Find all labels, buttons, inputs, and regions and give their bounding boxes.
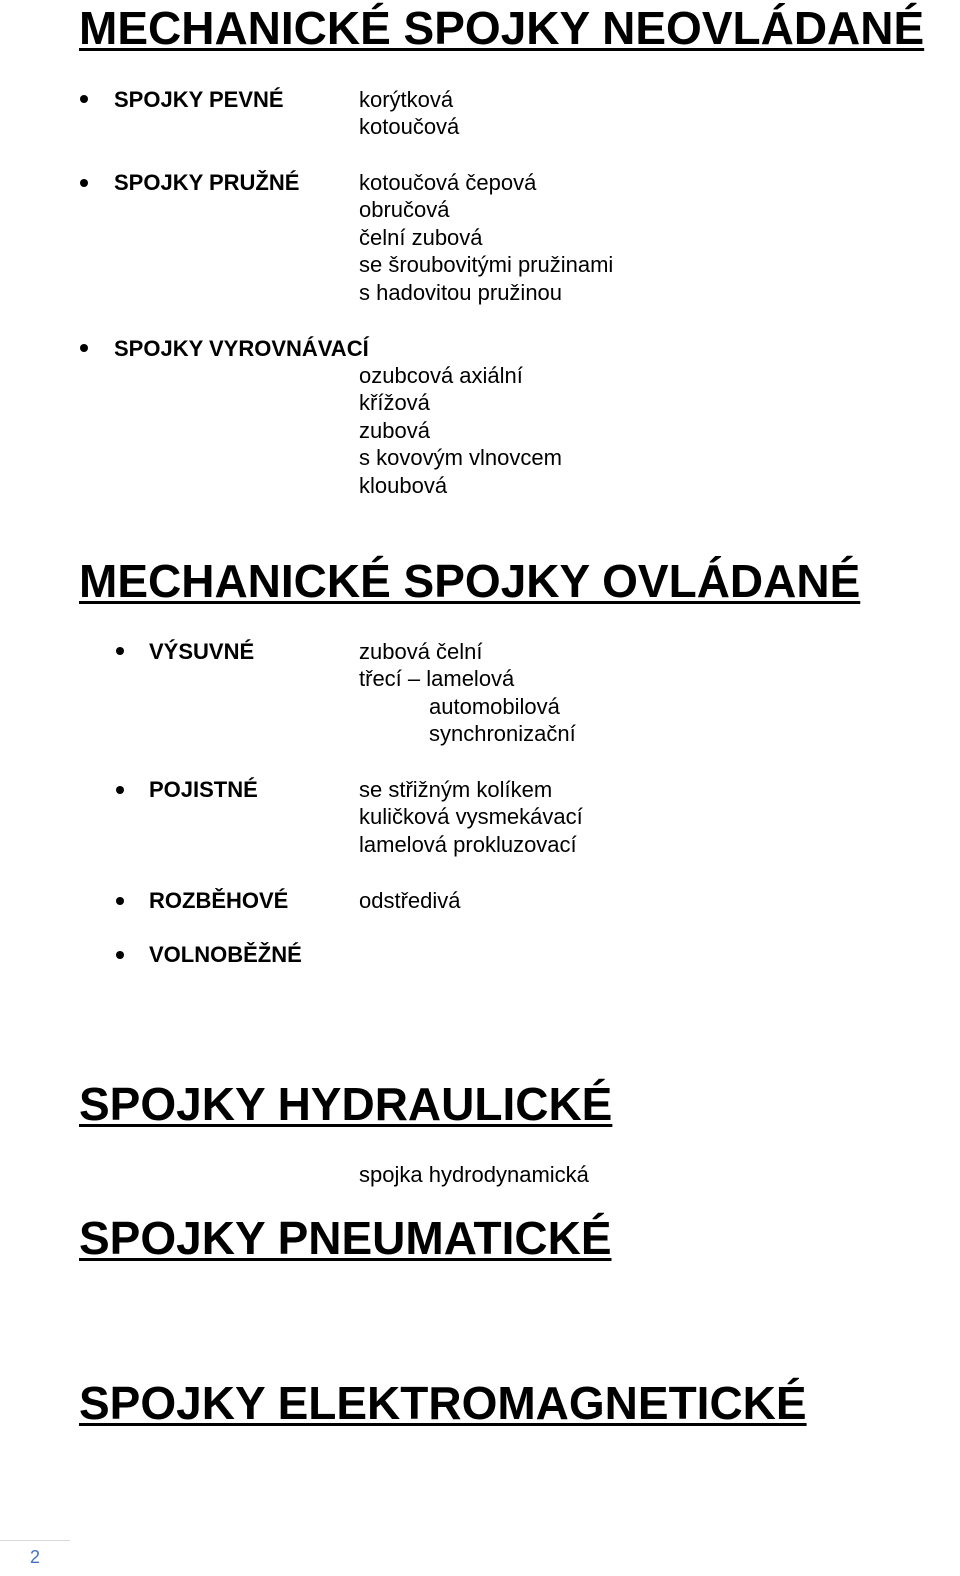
- section-title-pneumaticke: SPOJKY PNEUMATICKÉ: [79, 1212, 612, 1264]
- list-item: křížová: [359, 390, 430, 416]
- bullet: [80, 179, 88, 187]
- footer-divider: [0, 1540, 70, 1541]
- item-list: [359, 887, 461, 914]
- bullet: [116, 951, 124, 959]
- section-title-ovladane: MECHANICKÉ SPOJKY OVLÁDANÉ: [79, 555, 861, 607]
- category-label: ROZBĚHOVÉ: [149, 888, 289, 913]
- list-item: zubová čelní: [359, 639, 483, 664]
- bullet: [116, 786, 124, 794]
- category-label: POJISTNÉ: [149, 777, 258, 802]
- bullet: [80, 344, 88, 352]
- section-title-hydraulicke: SPOJKY HYDRAULICKÉ: [79, 1078, 613, 1130]
- section-title-neovladane: MECHANICKÉ SPOJKY NEOVLÁDANÉ: [79, 2, 925, 54]
- item-list: [359, 86, 459, 141]
- list-item: zubová: [359, 417, 430, 443]
- item-list: [359, 169, 613, 306]
- list-item: obručová: [359, 197, 450, 223]
- item-list: [359, 776, 583, 858]
- category-label: VÝSUVNÉ: [149, 639, 255, 664]
- item-list: [359, 638, 576, 748]
- list-item: s kovovým vlnovcem: [359, 445, 562, 471]
- category-label: SPOJKY PRUŽNÉ: [114, 170, 300, 195]
- list-item: se šroubovitými pružinami: [359, 252, 614, 278]
- list-item: s hadovitou pružinou: [359, 279, 563, 305]
- item-list: [359, 362, 562, 499]
- list-item: odstředivá: [359, 888, 461, 913]
- list-item: automobilová: [429, 693, 560, 719]
- section-title-elektromagneticke: SPOJKY ELEKTROMAGNETICKÉ: [79, 1377, 807, 1429]
- page-number: 2: [30, 1547, 41, 1567]
- list-item: třecí – lamelová: [359, 666, 515, 692]
- list-item: kloubová: [359, 472, 448, 498]
- item-list: [359, 1161, 589, 1188]
- list-item: se střižným kolíkem: [359, 777, 553, 802]
- list-item: spojka hydrodynamická: [359, 1162, 589, 1187]
- category-label: SPOJKY VYROVNÁVACÍ: [114, 336, 369, 361]
- category-label: SPOJKY PEVNÉ: [114, 87, 284, 112]
- bullet: [116, 897, 124, 905]
- list-item: korýtková: [359, 87, 454, 112]
- list-item: ozubcová axiální: [359, 363, 523, 388]
- list-item: synchronizační: [429, 721, 576, 747]
- bullet: [80, 95, 88, 103]
- category-label: VOLNOBĚŽNÉ: [149, 942, 302, 967]
- list-item: kotoučová: [359, 114, 460, 140]
- list-item: čelní zubová: [359, 224, 483, 250]
- list-item: lamelová prokluzovací: [359, 831, 577, 857]
- bullet: [116, 647, 124, 655]
- list-item: kuličková vysmekávací: [359, 804, 583, 830]
- list-item: kotoučová čepová: [359, 170, 537, 195]
